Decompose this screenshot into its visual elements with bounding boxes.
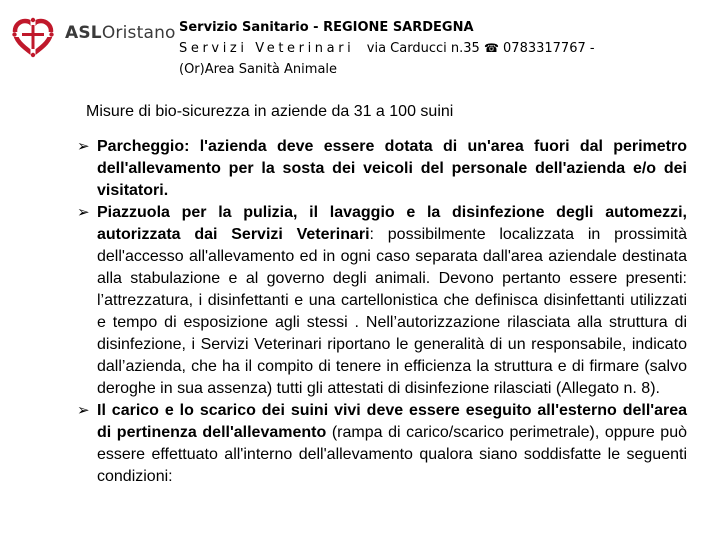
list-item (77, 400, 687, 488)
measures-list (77, 136, 687, 488)
arrow-bullet-icon: ➢ (77, 204, 90, 221)
asl-logo (12, 16, 176, 58)
header-line-2 (179, 38, 595, 59)
phone-icon: ☎ (483, 41, 499, 55)
item-bold-lead: Parcheggio: l'azienda deve essere dotata di un'area fuori dal perimetro dell'allevamento per la sosta dei veicoli del personale dell'azienda e/o dei visitatori. (97, 138, 687, 199)
header-phone: 0783317767 - (503, 41, 595, 56)
header-address: via Carducci n.35 (366, 41, 480, 56)
arrow-bullet-icon: ➢ (77, 138, 90, 155)
logo-wordmark: ASLOristano (65, 23, 176, 43)
list-item (77, 202, 687, 400)
document-header (179, 17, 595, 80)
asl-cross-heart-icon (12, 16, 56, 58)
header-line-3: (Or)Area Sanità Animale (179, 62, 338, 77)
list-item (77, 136, 687, 202)
page-title: Misure di bio-sicurezza in aziende da 31 a 100 suini (86, 103, 454, 120)
header-line-1: Servizio Sanitario - REGIONE SARDEGNA (179, 20, 474, 35)
item-text: : possibilmente localizzata in prossimità dell'accesso all'allevamento ed in ogni caso separata dall'area aziendale destinata alla stabulazione e al governo degli animali. Devono pertanto essere presenti: l’attrezzatura, i disinfettanti e una cartellonistica che definisca disinfettanti utilizzati e tempo di esposizione agli stessi . Nell’autorizzazione rilasciata alla struttura di disinfezione, i Servizi Veterinari riportano le generalità di un responsabile, indicato dall’azienda, che ha il compito di tenere in efficienza la struttura e di firmare (salvo deroghe in sua assenza) tutti gli attestati di disinfezione rilasciati (Allegato n. 8). (97, 226, 687, 397)
header-service-name: Servizi Veterinari (179, 41, 355, 56)
item-bold-lead: Il carico e lo scarico dei suini vivi deve essere eseguito all'esterno dell'area di pertinenza dell'allevamento (97, 402, 687, 441)
item-text: (rampa di carico/scarico perimetrale), oppure può essere effettuato all'interno dell'allevamento qualora siano soddisfatte le seguenti condizioni: (97, 424, 687, 485)
item-bold-lead: Piazzuola per la pulizia, il lavaggio e la disinfezione degli automezzi, autorizzata dai Servizi Veterinari (97, 204, 687, 243)
arrow-bullet-icon: ➢ (77, 402, 90, 419)
